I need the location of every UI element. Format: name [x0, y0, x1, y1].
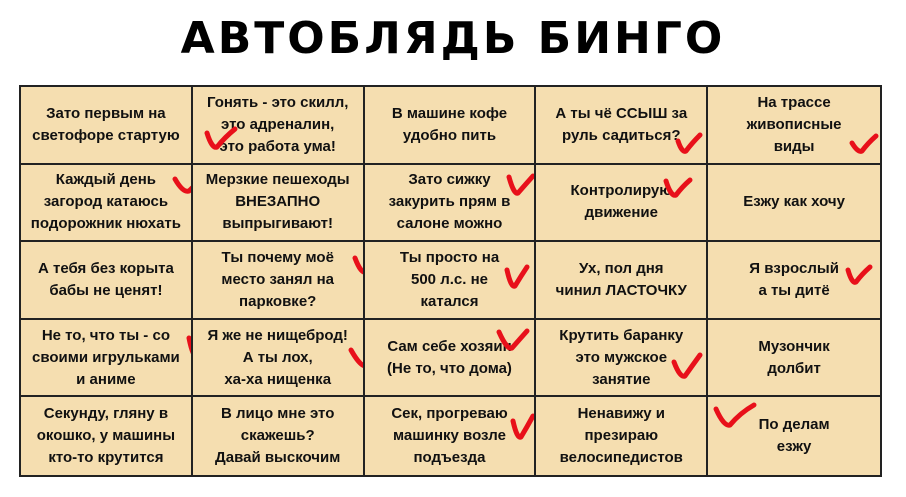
cell-text: Ты почему моё место занял на парковке?: [221, 248, 334, 310]
bingo-cell-13: [365, 242, 537, 320]
bingo-cell-12: [193, 242, 365, 320]
bingo-grid: [19, 85, 882, 477]
bingo-cell-14: [536, 242, 708, 320]
bingo-cell-15: [708, 242, 880, 320]
check-mark-icon: [185, 330, 193, 364]
bingo-cell-19: [536, 320, 708, 398]
bingo-cell-24: [536, 397, 708, 475]
bingo-cell-22: [193, 397, 365, 475]
cell-text: А тебя без корыта бабы не ценят!: [37, 259, 174, 299]
cell-text: Зато первым на светофоре стартую: [32, 104, 180, 144]
cell-text: Не то, что ты - со своими игрульками и аниме: [32, 326, 180, 388]
cell-text: Крутить баранку это мужское занятие: [559, 326, 684, 388]
bingo-cell-9: [536, 165, 708, 243]
bingo-cell-4: [536, 87, 708, 165]
bingo-cell-11: [21, 242, 193, 320]
bingo-cell-8: [365, 165, 537, 243]
cell-text: В машине кофе удобно пить: [391, 104, 508, 144]
bingo-cell-7: [193, 165, 365, 243]
cell-text: Я взрослый а ты дитё: [749, 259, 839, 299]
bingo-title: АВТОБЛЯДЬ БИНГО: [180, 13, 726, 64]
cell-text: На трассе живописные виды: [746, 93, 842, 155]
cell-text: Мерзкие пешеходы ВНЕЗАПНО выпрыгивают!: [205, 171, 350, 233]
bingo-cell-2: [193, 87, 365, 165]
bingo-cell-20: [708, 320, 880, 398]
cell-text: По делам езжу: [758, 416, 830, 456]
check-mark-icon: [848, 131, 880, 157]
cell-text: Сек, прогреваю машинку возле подъезда: [391, 405, 508, 467]
cell-text: Музончик долбит: [758, 337, 830, 377]
cell-text: Сам себе хозяин (Не то, что дома): [387, 337, 512, 377]
cell-text: Контролирую движение: [570, 182, 673, 222]
cell-text: Я же не нищеброд! А ты лох, ха-ха нищенка: [207, 326, 348, 388]
cell-text: Секунду, гляну в окошко, у машины кто-то крутится: [36, 405, 176, 467]
check-mark-icon: [509, 411, 537, 445]
bingo-cell-25: [708, 397, 880, 475]
cell-text: В лицо мне это скажешь? Давай выскочим: [215, 405, 341, 467]
bingo-cell-16: [21, 320, 193, 398]
cell-text: Ух, пол дня чинил ЛАСТОЧКУ: [555, 259, 687, 299]
bingo-cell-10: [708, 165, 880, 243]
bingo-cell-1: [21, 87, 193, 165]
check-mark-icon: [503, 262, 531, 294]
bingo-cell-6: [21, 165, 193, 243]
check-mark-icon: [351, 250, 365, 280]
cell-text: Ненавижу и презираю велосипедистов: [559, 405, 683, 467]
bingo-cell-23: [365, 397, 537, 475]
check-mark-icon: [712, 399, 758, 433]
cell-text: Каждый день загород катаюсь подорожник нюхать: [30, 171, 181, 233]
check-mark-icon: [347, 340, 365, 374]
cell-text: Ты просто на 500 л.с. не катался: [399, 248, 500, 310]
cell-text: Гонять - это скилл, это адреналин, это работа ума!: [206, 93, 349, 155]
cell-text: А ты чё ССЫШ за руль садиться?: [555, 104, 688, 144]
bingo-cell-3: [365, 87, 537, 165]
bingo-cell-21: [21, 397, 193, 475]
bingo-cell-17: [193, 320, 365, 398]
bingo-cell-18: [365, 320, 537, 398]
cell-text: Зато сижку закурить прям в салоне можно: [388, 171, 511, 233]
cell-text: Езжу как хочу: [743, 193, 845, 211]
bingo-cell-5: [708, 87, 880, 165]
check-mark-icon: [844, 262, 874, 290]
